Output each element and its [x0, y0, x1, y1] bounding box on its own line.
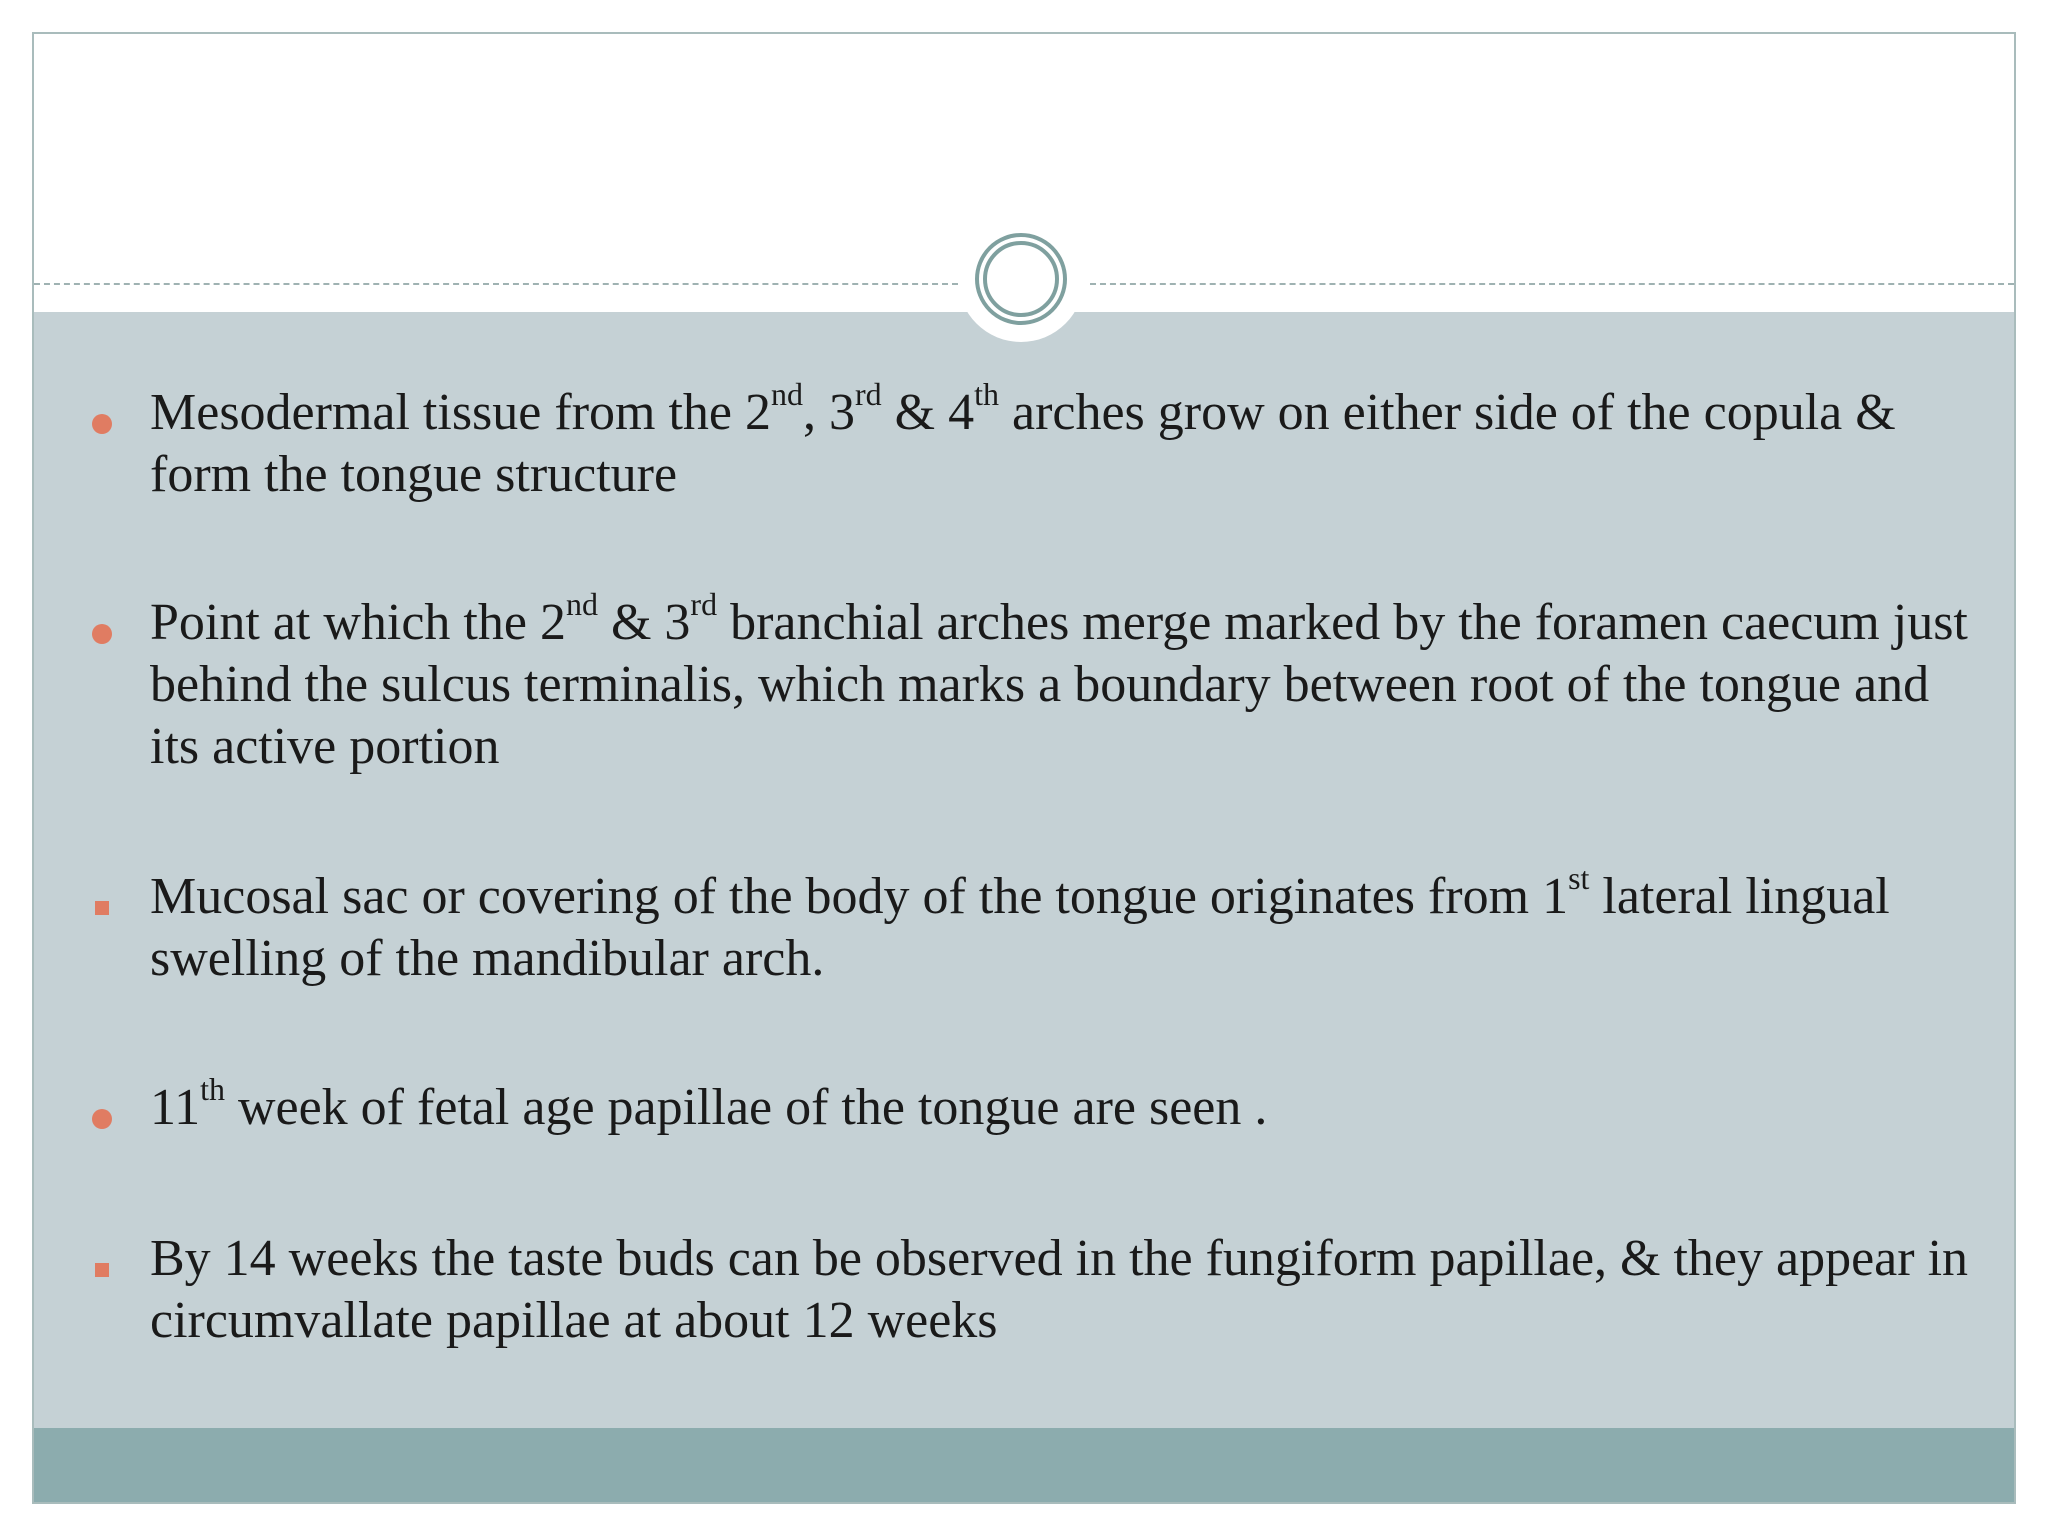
superscript: th: [200, 1070, 225, 1107]
superscript: rd: [854, 375, 882, 412]
bullet-marker-icon: [92, 414, 112, 434]
ring-icon: [974, 232, 1068, 326]
bullet-text: 11th week of fetal age papillae of the tongue are seen .: [150, 1070, 1268, 1136]
header-divider-right: [1090, 283, 2014, 285]
superscript: nd: [565, 585, 598, 622]
bullet-text: By 14 weeks the taste buds can be observed in the fungiform papillae, & they appear in circumvallate papillae at about 12 weeks: [150, 1230, 1969, 1349]
bullet-marker-icon: [92, 624, 112, 644]
bullet-list: [34, 312, 2014, 1428]
bullet-marker-icon: [92, 1109, 112, 1129]
superscript: th: [974, 375, 999, 412]
bullet-text: Point at which the 2nd & 3rd branchial arches merge marked by the foramen caecum just behind the sulcus terminalis, which marks a boundary between root of the tongue and its active portion: [150, 585, 1968, 775]
header-divider-left: [34, 283, 958, 285]
footer-band: [34, 1428, 2014, 1502]
slide: [34, 34, 2014, 1502]
superscript: nd: [770, 375, 803, 412]
bullet-marker-icon: [95, 901, 109, 915]
slide-content: [34, 312, 2014, 1428]
bullet-marker-icon: [95, 1263, 109, 1277]
superscript: rd: [690, 585, 718, 622]
bullet-text: Mesodermal tissue from the 2nd, 3rd & 4th arches grow on either side of the copula & form the tongue structure: [150, 375, 1896, 503]
bullet-text: Mucosal sac or covering of the body of the tongue originates from 1st lateral lingual swelling of the mandibular arch.: [150, 859, 1890, 987]
superscript: st: [1568, 859, 1590, 896]
